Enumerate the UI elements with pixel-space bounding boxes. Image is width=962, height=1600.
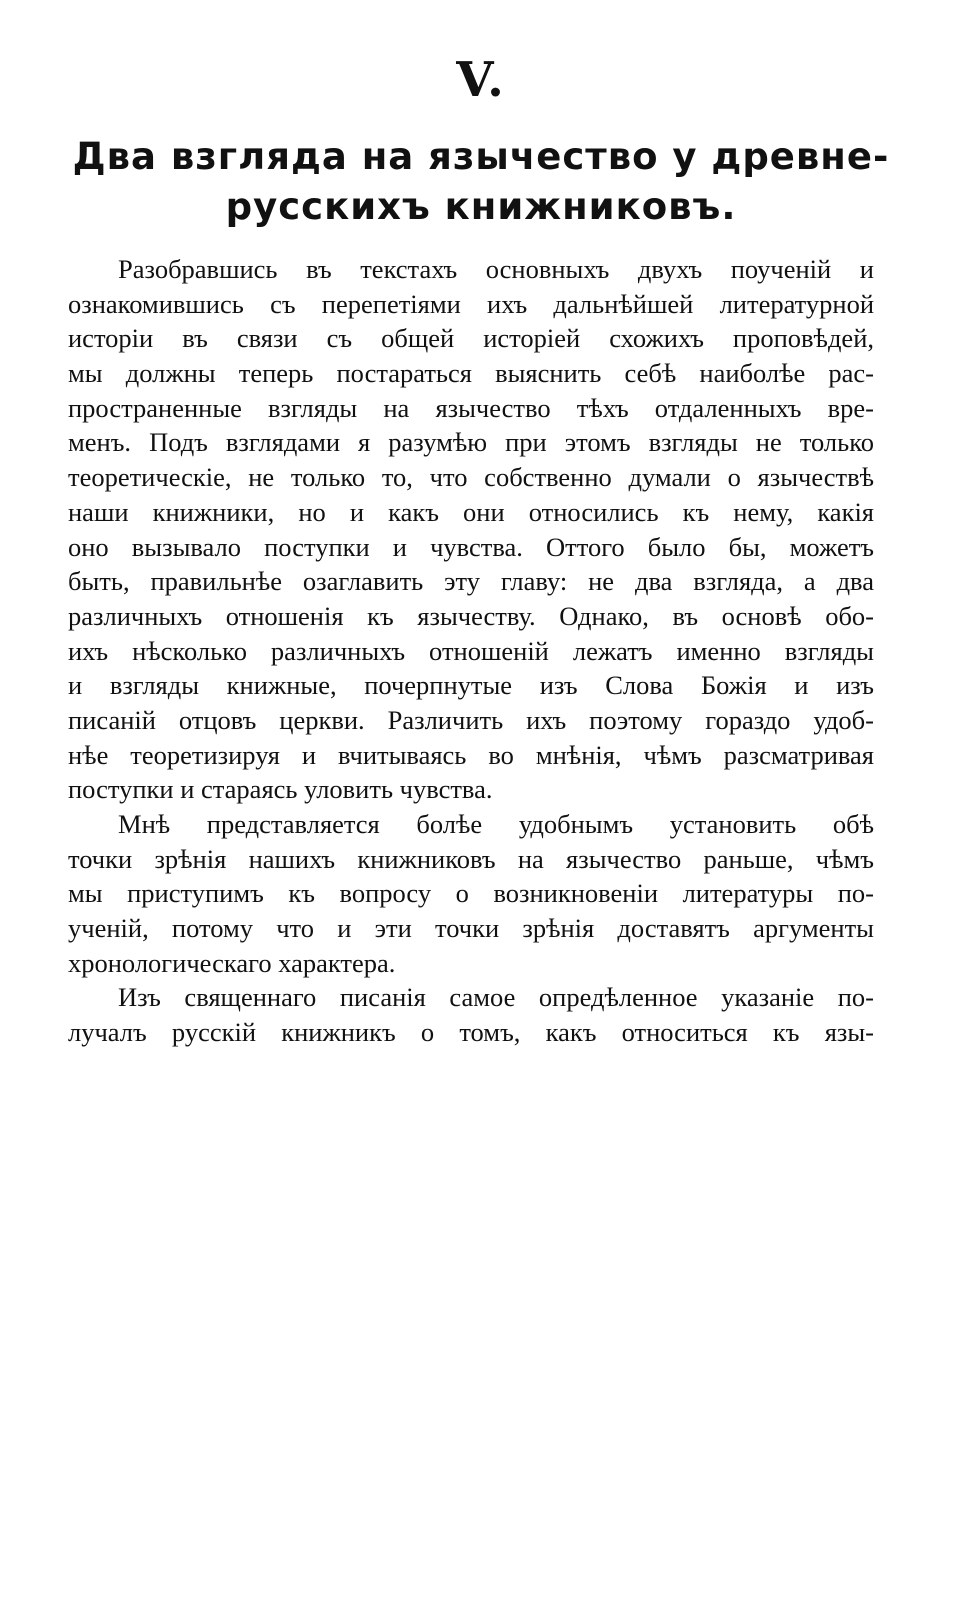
text-line: исторіи въ связи съ общей исторіей схожихъ проповѣдей, (68, 323, 874, 354)
text-line: ученій, потому что и эти точки зрѣнія доставятъ аргументы (68, 913, 874, 944)
text-line: пространенные взгляды на язычество тѣхъ отдаленныхъ вре- (68, 392, 874, 423)
paragraph-1 (68, 252, 874, 807)
text-line: менъ. Подъ взглядами я разумѣю при этомъ взгляды не только (68, 427, 874, 458)
text-line: Мнѣ представляется болѣе удобнымъ установить обѣ (118, 809, 874, 839)
text-line: быть, правильнѣе озаглавить эту главу: не два взгляда, а два (68, 566, 874, 597)
text-line: мы должны теперь постараться выяснить себѣ наиболѣе рас- (68, 358, 874, 389)
text-line: Изъ священнаго писанія самое опредѣленное указаніе по- (118, 982, 874, 1013)
chapter-number: V. (456, 52, 506, 108)
text-line: точки зрѣнія нашихъ книжниковъ на язычество раньше, чѣмъ (68, 843, 874, 874)
text-line: теоретическіе, не только то, что собственно думали о язычествѣ (68, 462, 874, 493)
paragraph-3 (68, 980, 874, 1049)
text-line: писаній отцовъ церкви. Различить ихъ поэтому гораздо удоб- (68, 704, 874, 735)
text-line: различныхъ отношенія къ язычеству. Однако, въ основѣ обо- (68, 600, 874, 631)
text-line: Разобравшись въ текстахъ основныхъ двухъ поученій и (118, 254, 874, 284)
text-line: поступки и стараясь уловить чувства. (68, 774, 493, 805)
text-line: ихъ нѣсколько различныхъ отношеній лежатъ именно взгляды (68, 635, 874, 666)
chapter-title (60, 132, 902, 232)
paragraph-2 (68, 807, 874, 980)
text-line: оно вызывало поступки и чувства. Оттого было бы, можетъ (68, 531, 874, 562)
text-line: ознакомившись съ перепетіями ихъ дальнѣйшей литературной (68, 288, 874, 319)
text-line: лучалъ русскій книжникъ о томъ, какъ относиться къ язы- (68, 1017, 874, 1048)
text-line: хронологическаго характера. (68, 947, 396, 978)
chapter-title-line: русскихъ книжниковъ. (225, 185, 737, 228)
text-line: и взгляды книжные, почерпнутые изъ Слова Божія и изъ (68, 670, 874, 701)
chapter-title-line: Два взгляда на язычество у древне- (72, 135, 890, 178)
body-text (68, 252, 874, 1050)
text-line: мы приступимъ къ вопросу о возникновеніи литературы по- (68, 878, 874, 909)
text-line: нѣе теоретизируя и вчитываясь во мнѣнія, чѣмъ разсматривая (68, 739, 874, 770)
text-line: наши книжники, но и какъ они относились къ нему, какія (68, 496, 874, 527)
